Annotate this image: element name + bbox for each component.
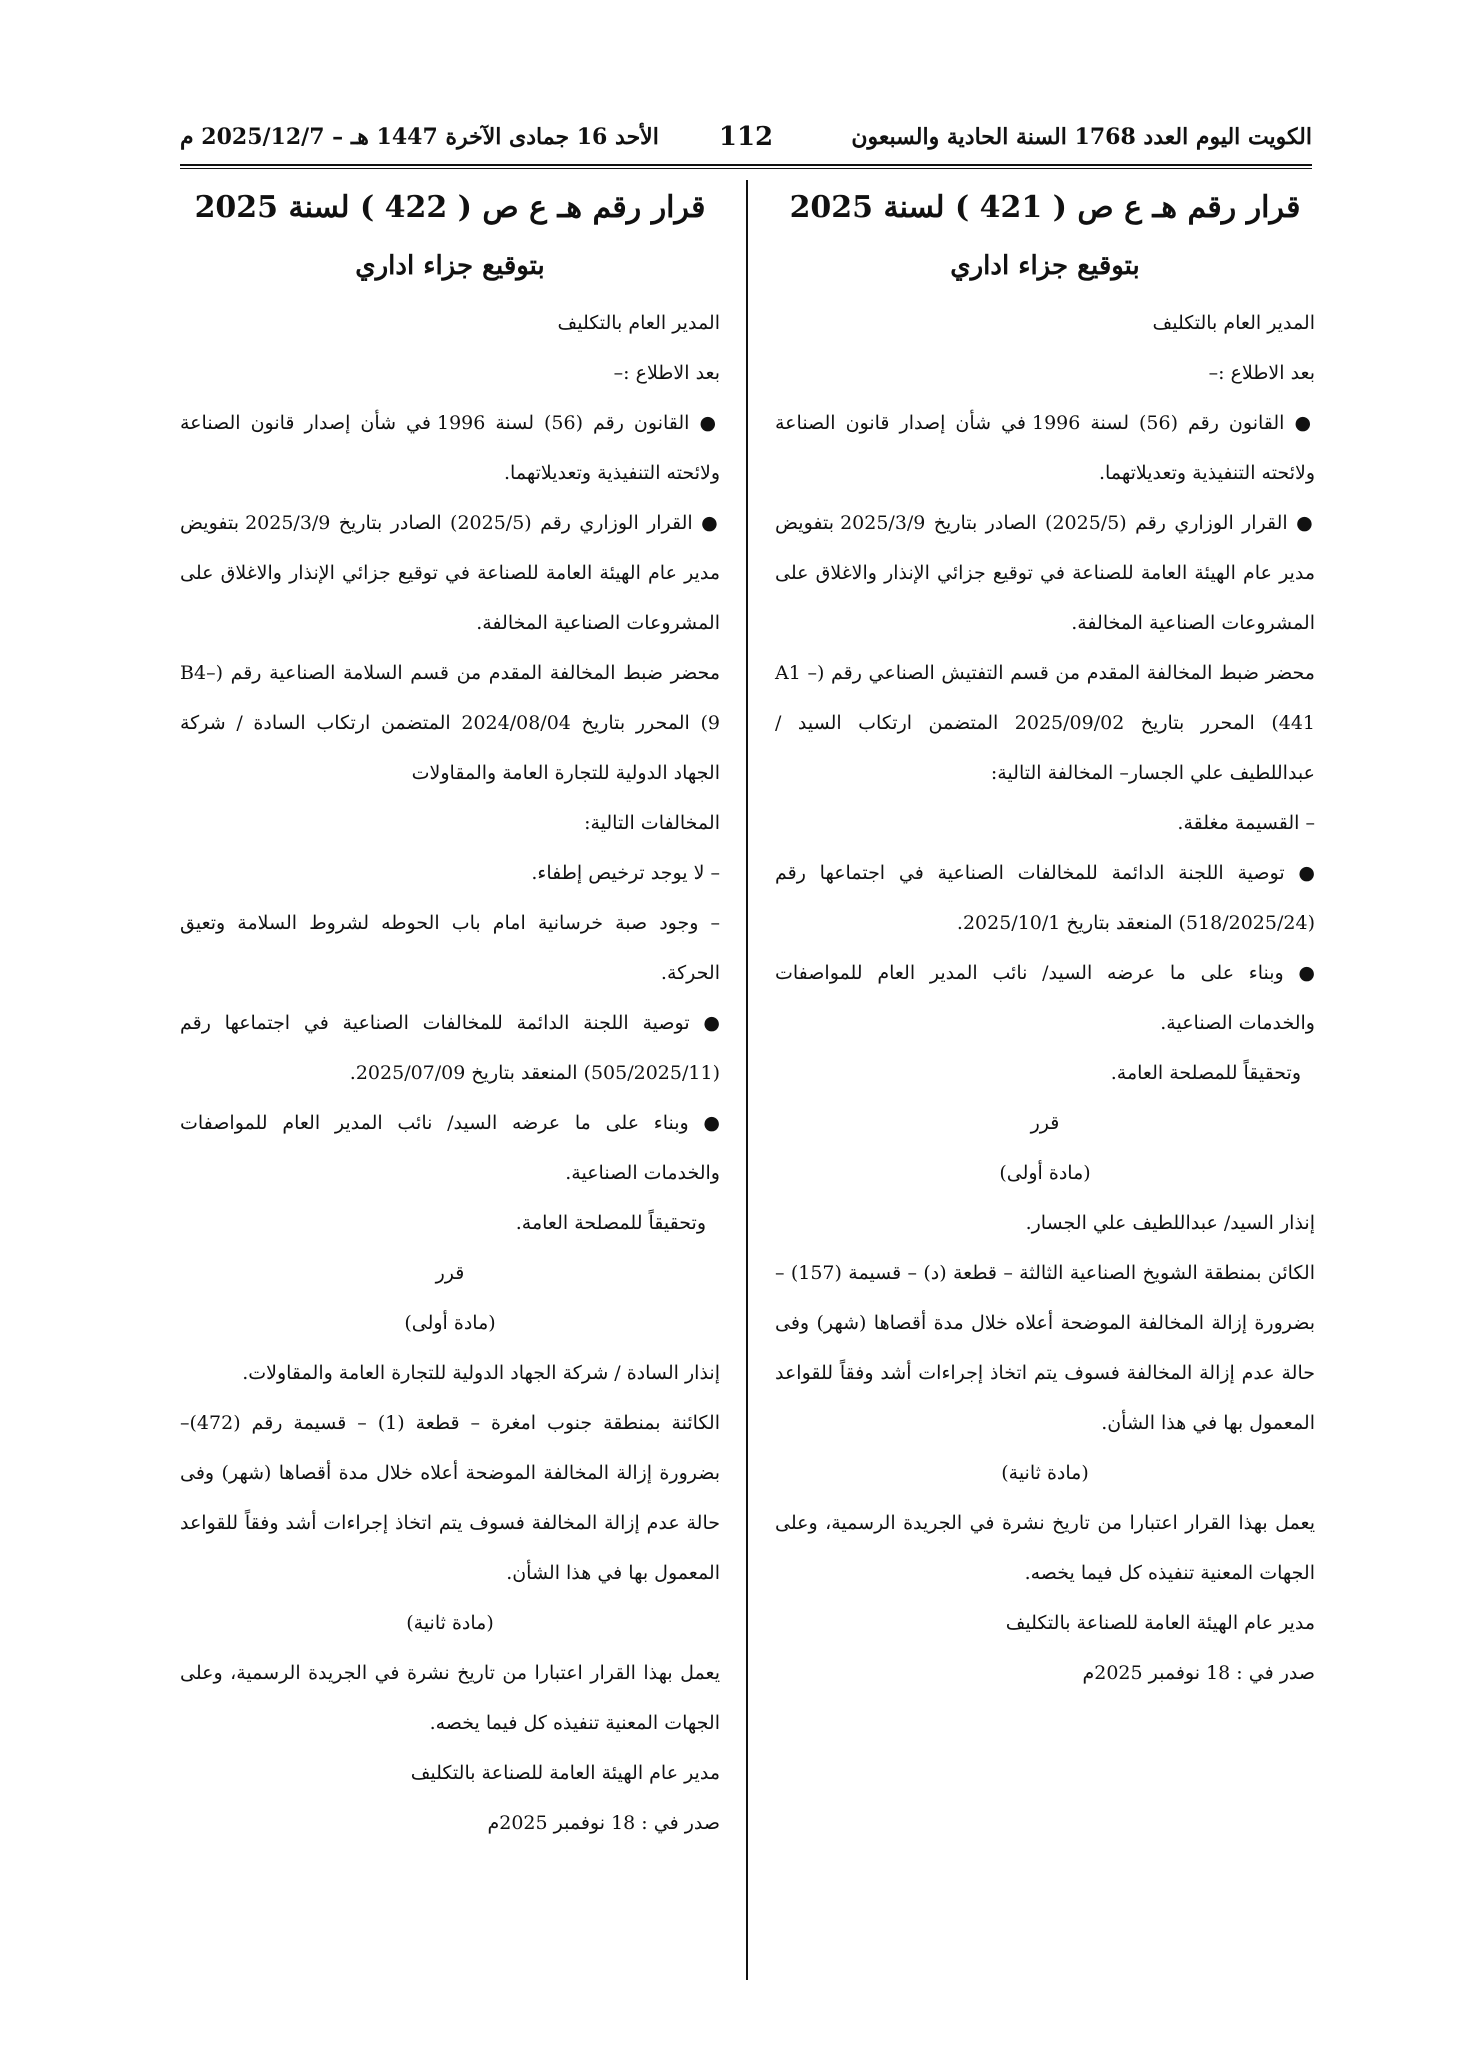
issue-date: صدر في : 18 نوفمبر 2025م xyxy=(487,1812,720,1834)
clause-law: ● القانون رقم (56) لسنة 1996 في شأن إصدار قانون الصناعة ولائحته التنفيذية وتعديلاتهما. xyxy=(180,412,720,484)
decision-422 xyxy=(180,180,720,1848)
decision-subtitle: بتوقيع جزاء اداري xyxy=(950,251,1140,281)
preamble: بعد الاطلاع :– xyxy=(613,362,720,384)
clause-ministerial-decision: ● القرار الوزاري رقم (2025/5) الصادر بتاريخ 2025/3/9 بتفويض مدير عام الهيئة العامة للصناعة في توقيع جزائي الإنذار والاغلاق على المشروعات الصناعية المخالفة. xyxy=(180,512,720,634)
clause-ministerial-decision: ● القرار الوزاري رقم (2025/5) الصادر بتاريخ 2025/3/9 بتفويض مدير عام الهيئة العامة للصناعة في توقيع جزائي الإنذار والاغلاق على المشروعات الصناعية المخالفة. xyxy=(775,512,1315,634)
page-header xyxy=(180,124,1312,160)
article-two-heading: (مادة ثانية) xyxy=(1001,1462,1089,1484)
clause-committee-recommendation: ● توصية اللجنة الدائمة للمخالفات الصناعية في اجتماعها رقم (518/2025/24) المنعقد بتاريخ 2025/10/1. xyxy=(775,862,1315,934)
signatory: مدير عام الهيئة العامة للصناعة بالتكليف xyxy=(410,1762,720,1784)
header-rule xyxy=(180,164,1312,166)
clause-violation-report: محضر ضبط المخالفة المقدم من قسم التفتيش الصناعي رقم (– A1 441) المحرر بتاريخ 2025/09/02 المتضمن ارتكاب السيد / عبداللطيف علي الجسار– المخالفة التالية: xyxy=(775,662,1316,784)
decided-heading: قرر xyxy=(1030,1112,1060,1134)
article-two-heading: (مادة ثانية) xyxy=(406,1612,494,1634)
effective-clause: يعمل بهذا القرار اعتبارا من تاريخ نشرة في الجريدة الرسمية، وعلى الجهات المعنية تنفيذه كل فيما يخصه. xyxy=(180,1662,720,1734)
warning-details: الكائن بمنطقة الشويخ الصناعية الثالثة – قطعة (د) – قسيمة (157) – بضرورة إزالة المخالفة الموضحة أعلاه خلال مدة أقصاها (شهر) وفى حالة عدم إزالة المخالفة فسوف يتم اتخاذ إجراءات أشد وفقاً للقواعد المعمول بها في هذا الشأن. xyxy=(775,1262,1315,1434)
header-rule-thin xyxy=(180,168,1312,169)
violation-item: – القسيمة مغلقة. xyxy=(1177,812,1315,834)
warning-recipient: إنذار السادة / شركة الجهاد الدولية للتجارة العامة والمقاولات. xyxy=(242,1362,720,1384)
clause-violation-report: محضر ضبط المخالفة المقدم من قسم السلامة الصناعية رقم (–B4 9) المحرر بتاريخ 2024/08/04 المتضمن ارتكاب السادة / شركة الجهاد الدولية للتجارة العامة والمقاولات xyxy=(180,662,721,784)
gazette-issue-info: الكويت اليوم العدد 1768 السنة الحادية والسبعون xyxy=(851,124,1312,150)
clause-deputy-presentation: ● وبناء على ما عرضه السيد/ نائب المدير العام للمواصفات والخدمات الصناعية. xyxy=(180,1112,720,1184)
issue-date: الأحد 16 جمادى الآخرة 1447 هـ – 2025/12/7 م xyxy=(180,124,659,150)
violation-item: – وجود صبة خرسانية امام باب الحوطه لشروط السلامة وتعيق الحركة. xyxy=(180,912,720,984)
violations-heading: المخالفات التالية: xyxy=(584,812,720,834)
page-number: 112 xyxy=(718,122,774,152)
warning-recipient: إنذار السيد/ عبداللطيف علي الجسار. xyxy=(1025,1212,1315,1234)
signatory: مدير عام الهيئة العامة للصناعة بالتكليف xyxy=(1005,1612,1315,1634)
decided-heading: قرر xyxy=(435,1262,465,1284)
issuer: المدير العام بالتكليف xyxy=(557,312,720,334)
clause-law: ● القانون رقم (56) لسنة 1996 في شأن إصدار قانون الصناعة ولائحته التنفيذية وتعديلاتهما. xyxy=(775,412,1315,484)
public-interest: وتحقيقاً للمصلحة العامة. xyxy=(515,1212,706,1234)
article-one-heading: (مادة أولى) xyxy=(404,1312,496,1334)
clause-deputy-presentation: ● وبناء على ما عرضه السيد/ نائب المدير العام للمواصفات والخدمات الصناعية. xyxy=(775,962,1315,1034)
clause-committee-recommendation: ● توصية اللجنة الدائمة للمخالفات الصناعية في اجتماعها رقم (505/2025/11) المنعقد بتاريخ 2025/07/09. xyxy=(180,1012,720,1084)
column-divider xyxy=(746,180,748,1980)
decision-421 xyxy=(775,180,1315,1698)
effective-clause: يعمل بهذا القرار اعتبارا من تاريخ نشرة في الجريدة الرسمية، وعلى الجهات المعنية تنفيذه كل فيما يخصه. xyxy=(775,1512,1315,1584)
decision-subtitle: بتوقيع جزاء اداري xyxy=(355,251,545,281)
issuer: المدير العام بالتكليف xyxy=(1152,312,1315,334)
decision-title: قرار رقم هـ ع ص ( 421 ) لسنة 2025 xyxy=(789,190,1301,225)
issue-date: صدر في : 18 نوفمبر 2025م xyxy=(1082,1662,1315,1684)
public-interest: وتحقيقاً للمصلحة العامة. xyxy=(1110,1062,1301,1084)
violation-item: – لا يوجد ترخيص إطفاء. xyxy=(531,862,720,884)
preamble: بعد الاطلاع :– xyxy=(1208,362,1315,384)
decision-title: قرار رقم هـ ع ص ( 422 ) لسنة 2025 xyxy=(194,190,706,225)
article-one-heading: (مادة أولى) xyxy=(999,1162,1091,1184)
warning-details: الكائنة بمنطقة جنوب امغرة – قطعة (1) – قسيمة رقم (472)– بضرورة إزالة المخالفة الموضحة أعلاه خلال مدة أقصاها (شهر) وفى حالة عدم إزالة المخالفة فسوف يتم اتخاذ إجراءات أشد وفقاً للقواعد المعمول بها في هذا الشأن. xyxy=(180,1412,720,1584)
